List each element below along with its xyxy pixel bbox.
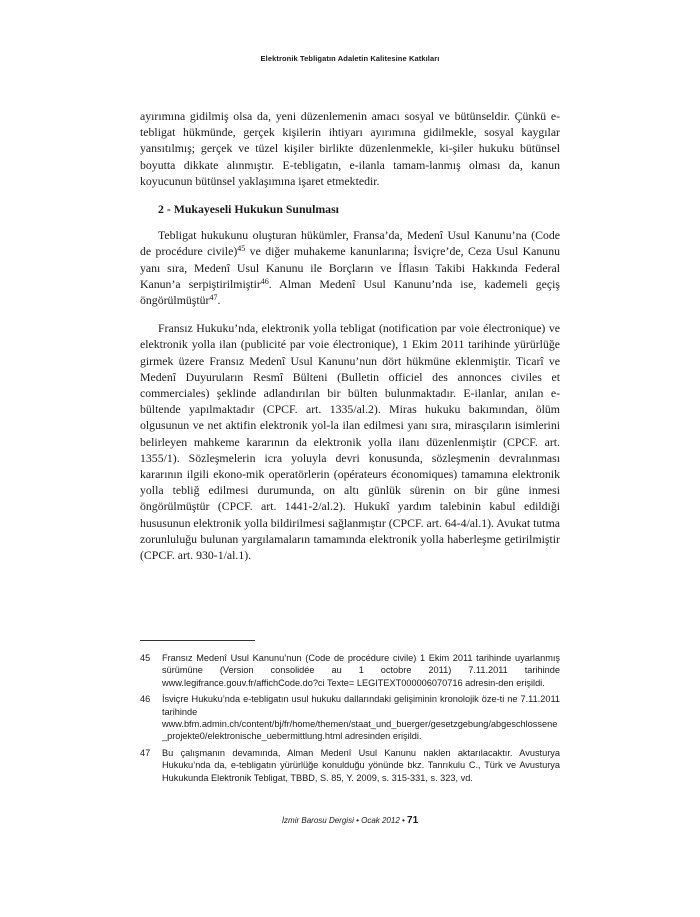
footnote-45 <box>140 652 560 689</box>
footnote-ref-46[interactable]: 46 <box>260 276 269 286</box>
footnote-text: İsviçre Hukuku’nda e-tebligatın usul hukuku dallarındaki gelişiminin kronolojik öze-ti ne 7.11.2011 tarihinde www.bfm.admin.ch/content/bj/fr/home/themen/staat_und_buerger/gesetzgebung/abgeschlossene_projekte0/elektronische_uebermittlung.html adresinden erişildi. <box>162 694 560 742</box>
footnote-text: Fransız Medenî Usul Kanunu’nun (Code de procédure civile) 1 Ekim 2011 tarihinde uyarlanmış sürümüne (Version consolidée au 1 octobre 2011) 7.11.2011 tarihinde www.legifrance.gouv.fr/affichCode.do?ci Texte= LEGITEXT000006070716 adresin-den erişildi. <box>162 653 560 688</box>
running-header: Elektronik Tebligatın Adaletin Kalitesine Katkıları <box>260 54 440 63</box>
footnote-ref-47[interactable]: 47 <box>209 293 218 303</box>
paragraph-1: ayırımına gidilmiş olsa da, yeni düzenlemenin amacı sosyal ve bütünseldir. Çünkü e-tebligat hükmünde, gerçek kişilerin ihtiyarı ayırımına gidilmekle, sosyal kaygılar yansıtılmış; gerçek ve tüzel kişiler birlikte düzenlenmekle, ki-şiler hukuku bütünsel boyutta dikkate alınmıştır. E-tebligatın, e-ilanla tamam-lanmış olması da, kanun koyucunun bütünsel yaklaşımına işaret etmektedir. <box>140 109 560 188</box>
body-text <box>140 108 560 575</box>
paragraph-3: Fransız Hukuku’nda, elektronik yolla tebligat (notification par voie électronique) ve elektronik yolla ilan (publicité par voie électronique), 1 Ekim 2011 tarihinde yürürlüğe girmek üzere Fransız Medenî Usul Kanunu’nun dört hükmüne eklenmiştir. Ticarî ve Medenî Duyuruların Resmî Bülteni (Bulletin officiel des annonces civiles et commerciales) şeklinde adlandırılan bir bülten bulunmaktadır. E-ilanlar, anılan e-bültende yapılmaktadır (CPCF. art. 1335/al.2). Miras hukuku bakımından, ölüm olgusunun ve net aktifin elektronik yol-la ilan edilmesi yanı sıra, mirasçıların isimlerini belirleyen mahkeme kararının da elektronik yolla ilanı düzenlenmiştir (CPCF. art. 1355/1). Sözleşmelerin icra yoluyla devri konusunda, sözleşmenin devralınması kararının ilgili ekono-mik operatörlerin (opérateurs économiques) tamamına elektronik yolla tebliğ edilmesi durumunda, on altı günlük sürenin on bir güne inmesi öngörülmüştür (CPCF. art. 1441-2/al.2). Hukukî yardım talebinin kabul edildiği hususunun elektronik yolla bildirilmesi sağlanmıştır (CPCF. art. 64-4/al.1). Avukat tutma zorunluluğu bulunan yargılamaların tamamında elektronik yolla haberleşme getirilmiştir (CPCF. art. 930-1/al.1). <box>140 321 560 563</box>
footnote-divider <box>140 640 255 641</box>
footnote-number: 47 <box>140 747 151 758</box>
journal-name: İzmir Barosu Dergisi • Ocak 2012 • <box>281 816 405 825</box>
footnotes <box>140 652 560 788</box>
paragraph-2-text-d: . <box>217 293 221 308</box>
footnote-47 <box>140 747 560 784</box>
page-number: 71 <box>407 815 419 826</box>
section-heading: 2 - Mukayeseli Hukukun Sunulması <box>158 202 339 217</box>
footnote-46 <box>140 693 560 743</box>
page-footer <box>0 815 700 826</box>
paragraph-2-text-a: Tebligat hukukunu oluşturan hükümler, Fransa’da, Medenî Usul Kanunu’na (Code de procédure civile) <box>140 228 560 259</box>
footnote-number: 46 <box>140 694 151 705</box>
footnote-number: 45 <box>140 653 151 663</box>
paragraph-2-text-c: . Alman Medenî Usul Kanunu’nda ise, kademeli geçiş öngörülmüştür <box>140 276 560 308</box>
footnote-text: Bu çalışmanın devamında, Alman Medenî Usul Kanunu naklen aktarılacaktır. Avusturya Hukuku’nda da, e-tebligatın yürürlüğe konulduğu yönünde bkz. Tanrıkulu C., Türk ve Avusturya Hukukunda Elektronik Tebligat, TBBD, S. 85, Y. 2009, s. 315-331, s. 323, vd. <box>162 747 560 783</box>
paragraph-2 <box>140 227 560 308</box>
paragraph-2-text-b: ve diğer muhakeme kanunlarına; İsviçre’de, Ceza Usul Kanunu yanı sıra, Medenî Usul Kanunu ile Borçların ve İflasın Takibi Hakkında Federal Kanun’a serpiştirilmiştir <box>140 244 560 291</box>
footnote-ref-45[interactable]: 45 <box>237 244 246 254</box>
